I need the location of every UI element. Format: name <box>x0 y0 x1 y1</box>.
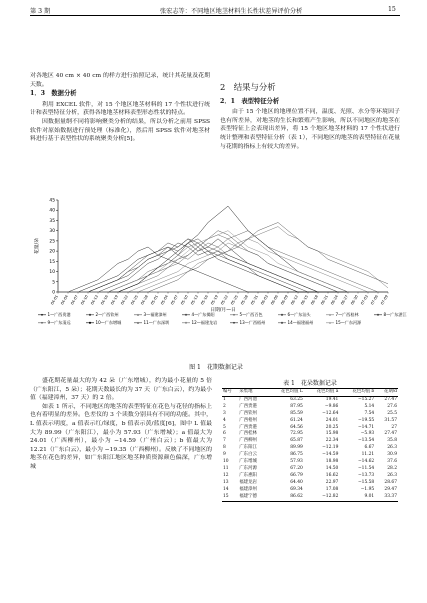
table-cell: 福建龙岩 <box>239 479 257 485</box>
table-cell: 28.2 <box>387 465 397 471</box>
x-axis-label: 日期/月—日 <box>210 308 236 313</box>
series-line <box>58 243 388 292</box>
table-cell: 26.3 <box>387 472 397 478</box>
x-tick-label: 04-19 <box>110 294 119 306</box>
table-cell: 27 <box>391 424 397 430</box>
table-cell: 2 <box>223 403 226 409</box>
x-tick-label: 06-09 <box>280 294 289 306</box>
legend-label: 1—广西贵港 <box>47 312 71 317</box>
flowering-line-chart <box>28 194 407 358</box>
table-row <box>222 396 398 403</box>
y-tick-label: 5 <box>52 280 55 286</box>
table-cell: 11.21 <box>361 452 375 458</box>
legend-label: 12—福建龙岩 <box>191 320 218 325</box>
legend-marker <box>41 314 43 316</box>
legend-marker <box>377 314 379 316</box>
y-tick-label: 35 <box>49 218 55 224</box>
table-cell: 9.01 <box>339 494 375 501</box>
left-column-top <box>30 72 210 144</box>
x-tick-label: 04-01 <box>50 294 59 306</box>
table-cell: 广东阳江 <box>239 445 257 451</box>
table-cell: 7 <box>223 438 226 444</box>
table-cell: 57.93 <box>290 459 303 465</box>
table-cell: 5 <box>223 424 226 430</box>
table-cell: 6.67 <box>364 445 375 451</box>
table-cell: 30.9 <box>387 452 397 458</box>
x-tick-label: 04-22 <box>120 294 129 306</box>
x-tick-label: 04-25 <box>130 294 139 306</box>
table-cell: 广东增城 <box>239 459 257 465</box>
table-cell: 12 <box>223 472 229 478</box>
x-tick-label: 06-18 <box>310 294 319 306</box>
methods-paragraph-1: 对各地区 40 cm × 40 cm 的样方进行拍照记录，统计其花量及花期天数。 <box>30 73 210 88</box>
table-cell: 20.25 <box>325 424 339 430</box>
table-row <box>222 494 398 501</box>
table-cell: 67.20 <box>290 465 303 471</box>
x-tick-label: 06-03 <box>260 294 269 306</box>
table-cell: 11 <box>223 465 229 471</box>
table-cell: −14.59 <box>322 452 339 458</box>
table-cell: 福建宁德 <box>238 494 268 501</box>
x-tick-label: 05-07 <box>170 294 179 306</box>
table-cell: 29.47 <box>384 486 397 492</box>
table-row <box>222 459 398 466</box>
table-cell: 广东河源 <box>239 465 257 471</box>
table-cell: 广西贵港 <box>239 403 257 409</box>
table-cell: 24.01 <box>325 417 339 423</box>
x-tick-label: 05-28 <box>240 294 249 306</box>
x-tick-label: 05-01 <box>150 294 159 306</box>
left-column-bottom <box>30 377 212 472</box>
table-cell: 7.54 <box>364 410 375 416</box>
y-tick-label: 30 <box>49 229 55 235</box>
flower-data-table <box>222 388 398 502</box>
table-cell: 4 <box>223 417 226 423</box>
x-tick-label: 05-13 <box>190 294 199 306</box>
table-cell: 69.34 <box>290 486 303 492</box>
series-line <box>58 243 388 292</box>
legend-label: 8—广东湛江 <box>383 312 407 317</box>
table-cell: 87.95 <box>290 403 303 409</box>
table-cell: −13.54 <box>357 438 375 444</box>
table-row <box>222 418 398 425</box>
table-cell: −14.62 <box>357 459 375 465</box>
x-tick-label: 06-27 <box>340 294 349 306</box>
y-tick-label: 25 <box>49 239 55 245</box>
table-cell: 66.79 <box>290 472 303 478</box>
table-cell: −12.19 <box>322 445 339 451</box>
x-tick-label: 04-10 <box>80 294 89 306</box>
table-cell: 25.5 <box>387 410 397 416</box>
table-cell: 86.62 <box>268 494 304 501</box>
table-row <box>222 487 398 494</box>
x-tick-label: 05-04 <box>160 294 169 306</box>
x-tick-label: 07-06 <box>370 294 379 306</box>
legend-marker <box>89 322 91 324</box>
x-tick-label: 06-30 <box>350 294 359 306</box>
x-tick-label: 06-06 <box>270 294 279 306</box>
table-cell: 86.75 <box>290 452 303 458</box>
table-cell: −15.58 <box>357 479 375 485</box>
table-cell: −12.64 <box>322 410 339 416</box>
table-cell: 63.25 <box>290 396 303 402</box>
table-cell: 61.24 <box>290 417 303 423</box>
legend-label: 3—福建漳州 <box>143 312 167 317</box>
table-cell: 64.56 <box>290 424 303 430</box>
methods-paragraph-3: 因数据量纲不同将影响聚类分析的结果，所以分析之前用 SPSS 软件对原始数据进行预处理（标准化），然后用 SPSS 软件对地茎材料进行基于表型性状的系统聚类分析[5]。 <box>30 118 210 143</box>
table-cell: 26.3 <box>387 445 397 451</box>
legend-label: 7—广西桂林 <box>335 312 359 317</box>
table-cell: 广西贵港 <box>239 424 257 430</box>
legend-marker <box>185 322 187 324</box>
running-title: 张宏志等：不同地区地茎材料生长性状差异评价分析 <box>160 8 303 15</box>
table-row <box>222 466 398 473</box>
discussion-paragraph-2: 如表 1 所示，不同地区的地茎的表型特征在花色与花径的指标上也有着明显的差异。色差仪的 3 个读数分别具有不同的功能。其中，L 值表示明度，a 值表示红/绿度，b 值表示黄/蓝度[6]，图中 L 值最大为 89.99（广东阳江），最小为 57.93（广东增城）；a 值最大为 24.01（广西柳州），最小为 −14.59（广州白云）；b 值最大为 12.21（广东白云），最小为 −19.35（广西柳州）。反映了不同地区的地茎在花色的差异，如广东阳江地区地茎种质资源颜色偏深，广东增城 <box>30 403 212 470</box>
table-cell: 6 <box>223 431 226 437</box>
x-tick-label: 06-12 <box>290 294 299 306</box>
table-cell: 广西柳州 <box>239 438 257 444</box>
legend-label: 6—广东汕头 <box>287 312 311 317</box>
table-cell: 福建漳州 <box>239 486 257 492</box>
table-cell: 22.97 <box>325 479 339 485</box>
legend-marker <box>281 322 283 324</box>
y-axis-label: 花量/朵 <box>35 237 40 255</box>
x-tick-label: 04-13 <box>90 294 99 306</box>
table-cell: 35.8 <box>387 438 397 444</box>
table-cell: 27.47 <box>384 396 397 402</box>
table-cell: −11.54 <box>357 465 375 471</box>
table-cell: 13 <box>223 479 229 485</box>
section-1-3-heading: 1．3 数据分析 <box>30 90 77 98</box>
x-tick-label: 07-09 <box>380 294 389 306</box>
legend-label: 5—广西百色 <box>239 312 263 317</box>
x-tick-label: 06-15 <box>300 294 309 306</box>
header-rule <box>30 15 400 16</box>
y-tick-label: 45 <box>49 198 55 204</box>
legend-label: 10—广东增城 <box>95 320 122 325</box>
table-cell: 15 <box>222 494 238 501</box>
table-cell: 3 <box>223 410 226 416</box>
table-cell: 27.6 <box>387 403 397 409</box>
table-cell: 85.59 <box>290 410 303 416</box>
series-line <box>58 206 388 292</box>
x-tick-label: 05-16 <box>200 294 209 306</box>
figure-caption: 图 1 花期数据记录 <box>189 364 243 371</box>
table-cell: 广西河池 <box>239 396 257 402</box>
table-cell: 65.87 <box>290 438 303 444</box>
table-row <box>222 480 398 487</box>
table-cell: 广西桂林 <box>239 431 257 437</box>
table-cell: 广西梧州 <box>239 417 257 423</box>
table-cell: −13.73 <box>357 472 375 478</box>
discussion-paragraph-1: 盛花期花量最大的为 42 朵（广东增城），约为最小花量的 5 倍（广东阳江，5 朵）；花期天数最长的为 37 天（广东白云），约为最小值（福建漳州，37 天）的 2 倍。 <box>30 378 212 402</box>
table-caption: 表 1 花朵数据记录 <box>283 380 337 387</box>
table-cell: −1.95 <box>360 486 375 492</box>
table-cell: 14 <box>223 486 229 492</box>
table-cell: 广西钦州 <box>239 410 257 416</box>
table-header-cell: 编号 <box>222 389 238 397</box>
legend-label: 11—广东深圳 <box>143 320 170 325</box>
table-cell: −19.55 <box>357 417 375 423</box>
x-tick-label: 06-24 <box>330 294 339 306</box>
x-tick-label: 05-22 <box>220 294 229 306</box>
page-number: 15 <box>388 6 396 13</box>
table-header-cell: 花期/d <box>375 389 398 397</box>
table-cell: 28.67 <box>384 479 397 485</box>
table-container <box>222 388 398 502</box>
section-2-heading: 2 结果与分析 <box>220 82 276 92</box>
table-cell: 广东白云 <box>239 452 257 458</box>
y-tick-label: 15 <box>49 259 55 265</box>
table-row <box>222 411 398 418</box>
table-row <box>222 404 398 411</box>
table-cell: 广东惠阳 <box>239 472 257 478</box>
table-cell: −9.86 <box>324 403 339 409</box>
x-tick-label: 07-03 <box>360 294 369 306</box>
results-paragraph-1: 由于 15 个地区的地理位置不同，温度、光照、水分等环境因子也有所差异，对地茎的生长和繁殖产生影响，所以不同地区的地茎在表型特征上会表现出差异，将 15 个地区地茎材料的 17 个性状进行统计整理和表型特征分析（表 1），不同地区的地茎的表型特征在花量与花期的指标上有较大的差异。 <box>220 109 400 150</box>
legend-label: 14—福建福州 <box>287 320 314 325</box>
table-cell: 37.6 <box>387 459 397 465</box>
legend-marker <box>41 322 43 324</box>
series-line <box>58 247 388 292</box>
table-header-cell: 花色均值 a <box>304 389 340 397</box>
table-row <box>222 473 398 480</box>
x-tick-label: 04-07 <box>70 294 79 306</box>
table-cell: 72.95 <box>290 431 303 437</box>
x-tick-label: 04-28 <box>140 294 149 306</box>
table-cell: 9 <box>223 452 226 458</box>
legend-marker <box>89 314 91 316</box>
methods-paragraph-2: 利用 EXCEL 软件，对 15 个地区地茎材料的 17 个性状进行统计和表型特征分析，获得各地地茎材料表型形态性状的特点。 <box>30 101 210 117</box>
x-tick-label: 05-25 <box>230 294 239 306</box>
table-cell: −14.71 <box>357 424 375 430</box>
legend-label: 13—广西梧州 <box>239 320 266 325</box>
table-cell: 14.50 <box>325 465 339 471</box>
legend-label: 15—广东河源 <box>335 320 362 325</box>
table-cell: −5.93 <box>360 431 375 437</box>
y-tick-label: 40 <box>49 208 55 214</box>
table-cell: 18.98 <box>325 459 339 465</box>
x-tick-label: 05-19 <box>210 294 219 306</box>
table-cell: 33.37 <box>375 494 398 501</box>
right-column-top <box>220 83 400 151</box>
table-cell: 1 <box>223 396 226 402</box>
series-line <box>58 227 388 292</box>
table-cell: 27.47 <box>384 431 397 437</box>
y-tick-label: 20 <box>49 249 55 255</box>
table-cell: 17.08 <box>325 486 339 492</box>
table-cell: 64.40 <box>290 479 303 485</box>
legend-marker <box>233 314 235 316</box>
x-tick-label: 06-21 <box>320 294 329 306</box>
table-cell: 16.62 <box>325 472 339 478</box>
x-tick-label: 05-10 <box>180 294 189 306</box>
legend-label: 2—广西钦州 <box>95 312 119 317</box>
table-cell: 10 <box>223 459 229 465</box>
x-tick-label: 04-04 <box>60 294 69 306</box>
y-tick-label: 0 <box>52 290 55 296</box>
table-cell: 22.34 <box>325 438 339 444</box>
table-cell: 5.14 <box>364 403 375 409</box>
table-cell: 31.57 <box>384 417 397 423</box>
issue-label: 第 3 期 <box>30 8 51 15</box>
y-tick-label: 10 <box>49 270 55 276</box>
table-cell: 15.98 <box>325 431 339 437</box>
table-header-cell: 采集地 <box>238 389 268 397</box>
legend-marker <box>281 314 283 316</box>
table-cell: −15.27 <box>357 396 375 402</box>
table-header-cell: 花色均值 L <box>268 389 304 397</box>
legend-marker <box>233 322 235 324</box>
legend-label: 4—广东揭阳 <box>191 312 215 317</box>
table-cell: −12.82 <box>304 494 340 501</box>
legend-label: 9—广东清远 <box>47 320 71 325</box>
table-header-row <box>222 389 398 397</box>
table-cell: 19.41 <box>325 396 339 402</box>
x-tick-label: 05-31 <box>250 294 259 306</box>
table-cell: 8 <box>223 445 226 451</box>
legend-marker <box>185 314 187 316</box>
section-2-1-heading: 2．1 表型特征分析 <box>220 97 280 105</box>
x-tick-label: 04-16 <box>100 294 109 306</box>
table-cell: 89.99 <box>290 445 303 451</box>
table-header-cell: 花色均值 b <box>339 389 375 397</box>
